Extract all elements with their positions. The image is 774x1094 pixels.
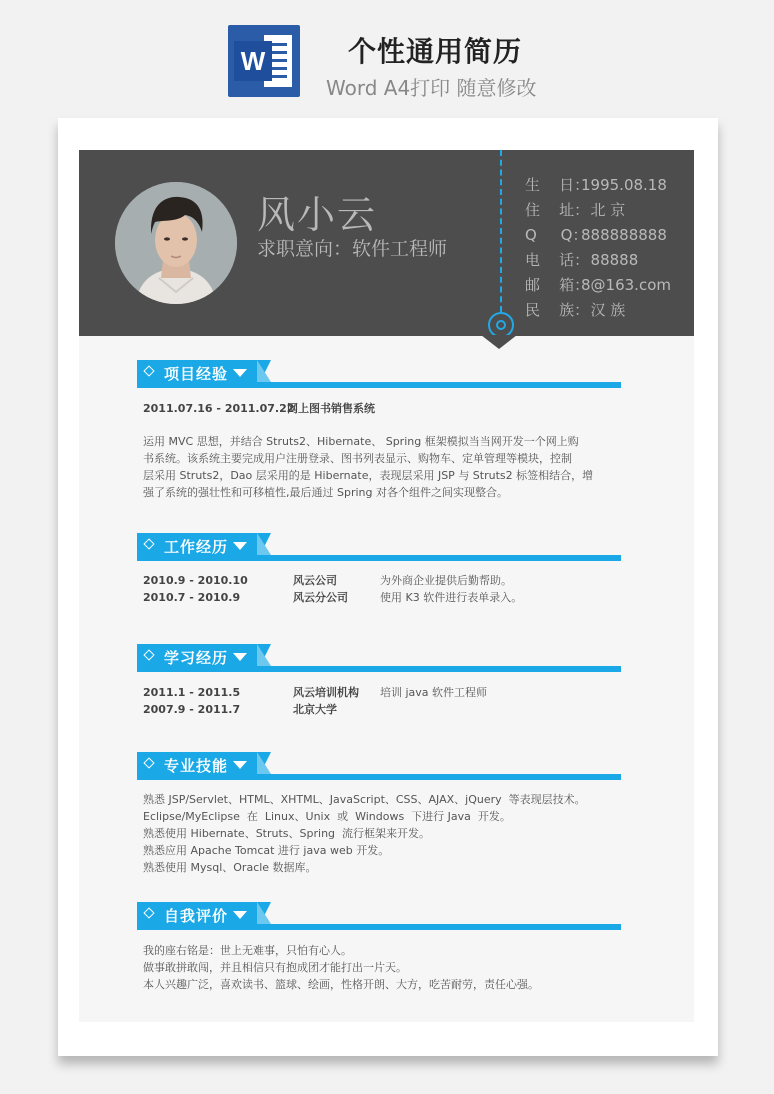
profile-photo-illustration — [115, 182, 237, 304]
banner-subtitle: Word A4打印 随意修改 — [326, 76, 537, 100]
caret-down-icon — [233, 542, 247, 550]
caret-down-icon — [233, 653, 247, 661]
info-birthday: 生 日：1995.08.18 — [525, 176, 667, 194]
header-notch — [481, 335, 517, 349]
project-name: 网上图书销售系统 — [287, 402, 375, 415]
resume-sheet — [58, 118, 718, 1056]
caret-down-icon — [233, 369, 247, 377]
work-date-1: 2010.9 - 2010.10 — [143, 574, 248, 587]
section-header-self: 自我评价 — [137, 902, 621, 930]
study-date-1: 2011.1 - 2011.5 — [143, 686, 241, 699]
info-email: 邮 箱：8@163.com — [525, 276, 671, 294]
caret-down-icon — [233, 911, 247, 919]
info-ethnicity: 民 族： 汉 族 — [525, 301, 626, 319]
dashed-divider — [500, 150, 502, 312]
profile-photo — [115, 182, 237, 304]
work-desc-1: 为外商企业提供后勤帮助。 — [380, 574, 512, 587]
study-org-2: 北京大学 — [293, 703, 337, 716]
study-date-2: 2007.9 - 2011.7 — [143, 703, 241, 716]
project-description: 运用 MVC 思想，并结合 Struts2、Hibernate、 Spring 框架模拟当当网开发一个网上购 书系统。该系统主要完成用户注册登录、图书列表显示、购物车、定单管理等模块，控制 层采用 Struts2，Dao 层采用的是 Hibernate，表现层采用 JSP 与 Struts2 标签相结合，增 强了系统的强壮性和可移植性,最后通过 Spring 对各个组件之间实现整合。 — [143, 435, 594, 499]
candidate-name: 风小云 — [257, 193, 378, 237]
section-header-study: 学习经历 — [137, 644, 621, 672]
section-header-project: 项目经验 — [137, 360, 621, 388]
job-intent: 求职意向：软件工程师 — [257, 238, 448, 260]
study-org-1: 风云培训机构 — [293, 686, 359, 699]
resume-paper — [79, 150, 694, 1022]
section-header-work: 工作经历 — [137, 533, 621, 561]
info-phone: 电 话： 88888 — [525, 251, 639, 269]
section-header-skills: 专业技能 — [137, 752, 621, 780]
info-qq: Q Q：888888888 — [525, 226, 667, 244]
word-letter: W — [234, 41, 272, 81]
self-evaluation: 我的座右铭是：世上无难事，只怕有心人。 做事敢拼敢闯，并且相信只有抱成团才能打出一片天。 本人兴趣广泛，喜欢读书、篮球、绘画，性格开朗、大方，吃苦耐劳，责任心强。 — [143, 944, 539, 991]
resume-header — [79, 150, 694, 336]
top-banner — [0, 0, 774, 118]
project-date: 2011.07.16 - 2011.07.22 — [143, 402, 295, 415]
skills-list: 熟悉 JSP/Servlet、HTML、XHTML、JavaScript、CSS、AJAX、jQuery 等表现层技术。 Eclipse/MyEclipse 在 Linux、Unix 或 Windows 下进行 Java 开发。 熟悉使用 Hibernate、Struts、Spring 流行框架来开发。 熟悉应用 Apache Tomcat 进行 java web 开发。 熟悉使用 Mysql、Oracle 数据库。 — [143, 793, 586, 874]
info-address: 住 址： 北 京 — [525, 201, 626, 219]
study-desc-1: 培训 java 软件工程师 — [380, 686, 488, 699]
word-document-icon — [228, 25, 300, 97]
work-date-2: 2010.7 - 2010.9 — [143, 591, 241, 604]
banner-title: 个性通用简历 — [348, 35, 523, 68]
work-desc-2: 使用 K3 软件进行表单录入。 — [380, 591, 523, 604]
caret-down-icon — [233, 761, 247, 769]
work-org-1: 风云公司 — [293, 574, 337, 587]
work-org-2: 风云分公司 — [293, 591, 348, 604]
personal-info — [525, 174, 671, 324]
